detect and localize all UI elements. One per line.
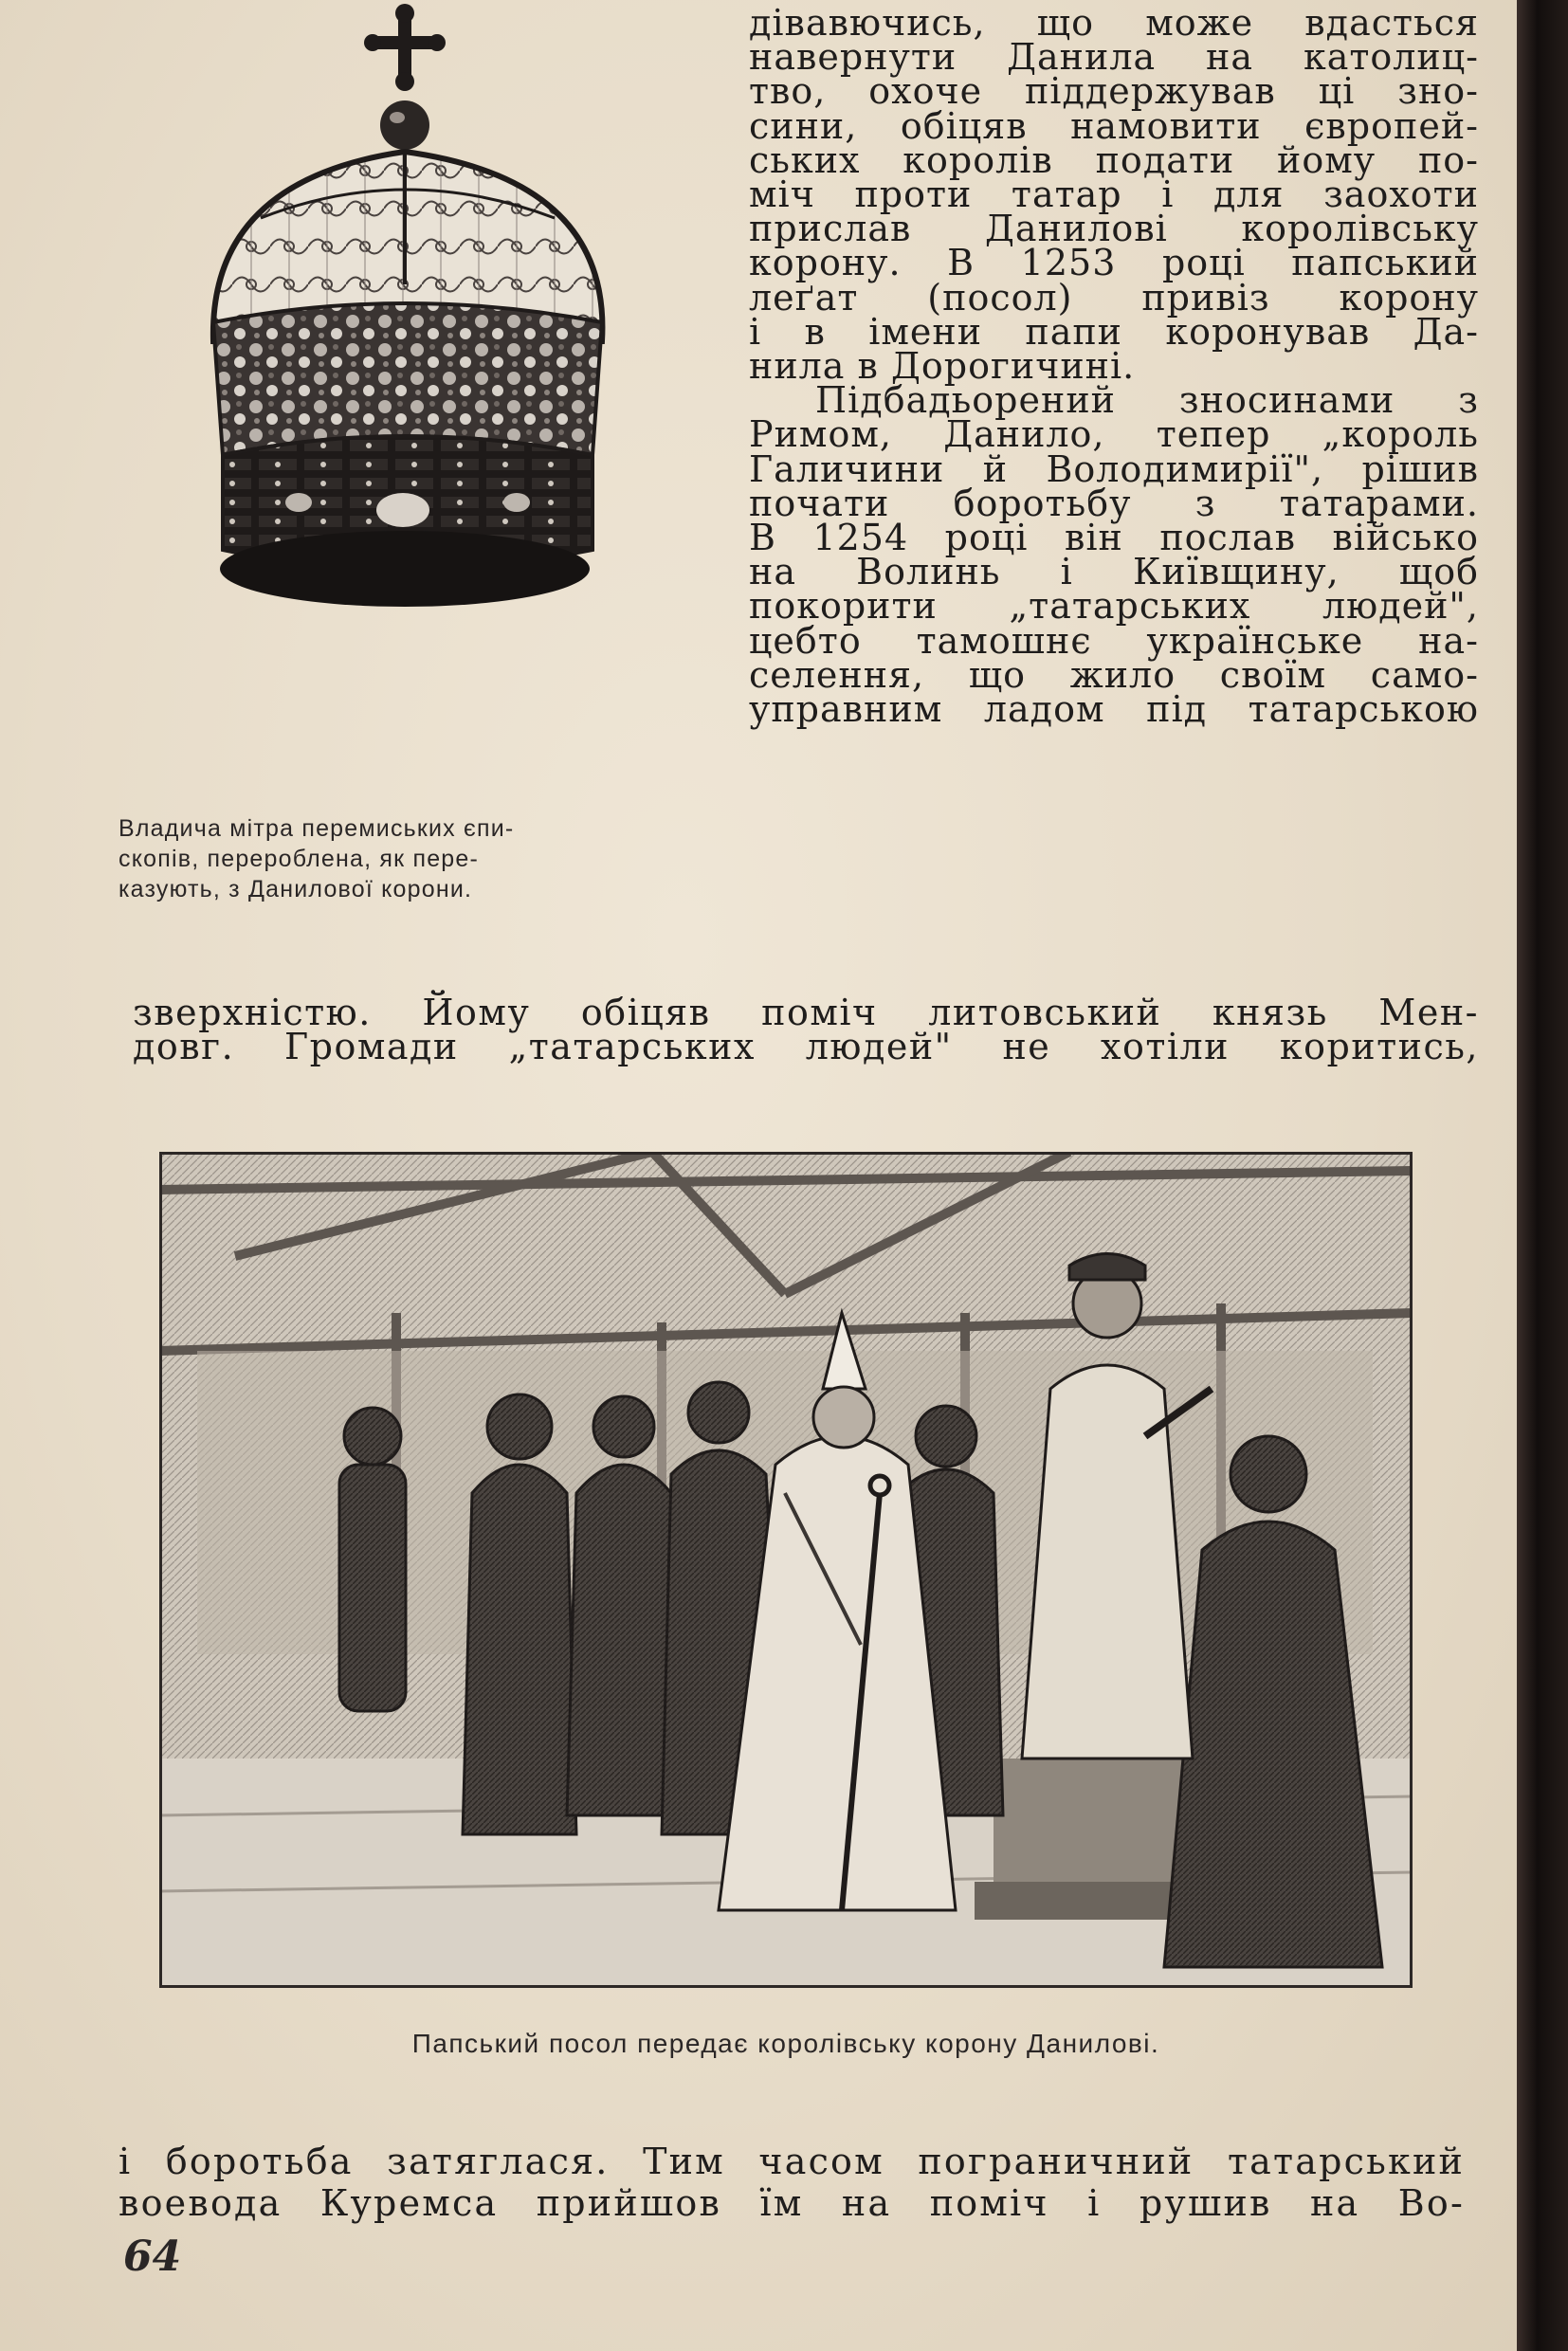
crown-caption-line: Владича мітра перемиських єпи- xyxy=(119,815,515,842)
text-line: корону. В 1253 році папський xyxy=(749,242,1479,284)
text-line: на Волинь і Київщину, щоб xyxy=(749,551,1479,593)
text-line: селення, що жило своїм само- xyxy=(749,653,1479,696)
text-line: Римом, Данило, тепер „король xyxy=(749,413,1479,456)
text-line: сини, обіцяв намовити європей- xyxy=(749,104,1479,147)
text-line: міч проти татар і для заохоти xyxy=(749,173,1479,216)
text-line: Галичини й Володимирії", рішив xyxy=(749,447,1479,490)
text-line: прислав Данилові королівську xyxy=(749,208,1479,250)
full-width-text xyxy=(133,992,1479,1067)
crown-caption-line: скопів, перероблена, як пере- xyxy=(119,846,480,872)
right-column-text xyxy=(749,2,1479,731)
text-line: В 1254 році він послав військо xyxy=(749,517,1479,559)
page-number: 64 xyxy=(123,2233,182,2281)
crown-caption xyxy=(119,813,725,904)
text-line: почати боротьбу з татарами. xyxy=(749,482,1479,524)
text-line: Підбадьорений зносинами з xyxy=(815,379,1479,422)
text-line: управним ладом під татарською xyxy=(749,688,1479,731)
text-line: покорити „татарських людей", xyxy=(749,585,1479,628)
text-line: і в імени папи коронував Да- xyxy=(749,310,1479,353)
bottom-text xyxy=(119,2141,1465,2224)
text-line: і боротьба затяглася. Тим часом пограничний татарський xyxy=(119,2141,1465,2182)
crown-caption-line: казують, з Данилової корони. xyxy=(119,876,473,902)
illustration-caption: Папський посол передає королівську корону Данилові. xyxy=(411,2029,1160,2058)
book-binding-edge xyxy=(1517,0,1568,2351)
text-line: навернути Данила на католиц- xyxy=(749,36,1479,79)
text-line: нила в Дорогичині. xyxy=(749,345,1136,388)
text-line: воевода Куремса прийшов їм на поміч і рушив на Во- xyxy=(119,2182,1465,2224)
text-line: ських королів подати йому по- xyxy=(749,138,1479,181)
crown-illustration xyxy=(119,0,725,815)
text-line: дівавючись, що може вдасться xyxy=(749,2,1479,44)
text-line: цебто тамошнє українське на- xyxy=(749,619,1479,662)
text-line: леґат (посол) привіз корону xyxy=(749,276,1479,319)
text-line: зверхністю. Йому обіцяв поміч литовський князь Мен- xyxy=(133,992,1479,1033)
text-line: тво, охоче піддержував ці зно- xyxy=(749,70,1479,113)
text-line: довг. Громади „татарських людей" не хотіли коритись, xyxy=(133,1026,1479,1067)
coronation-illustration xyxy=(159,1152,1413,1988)
